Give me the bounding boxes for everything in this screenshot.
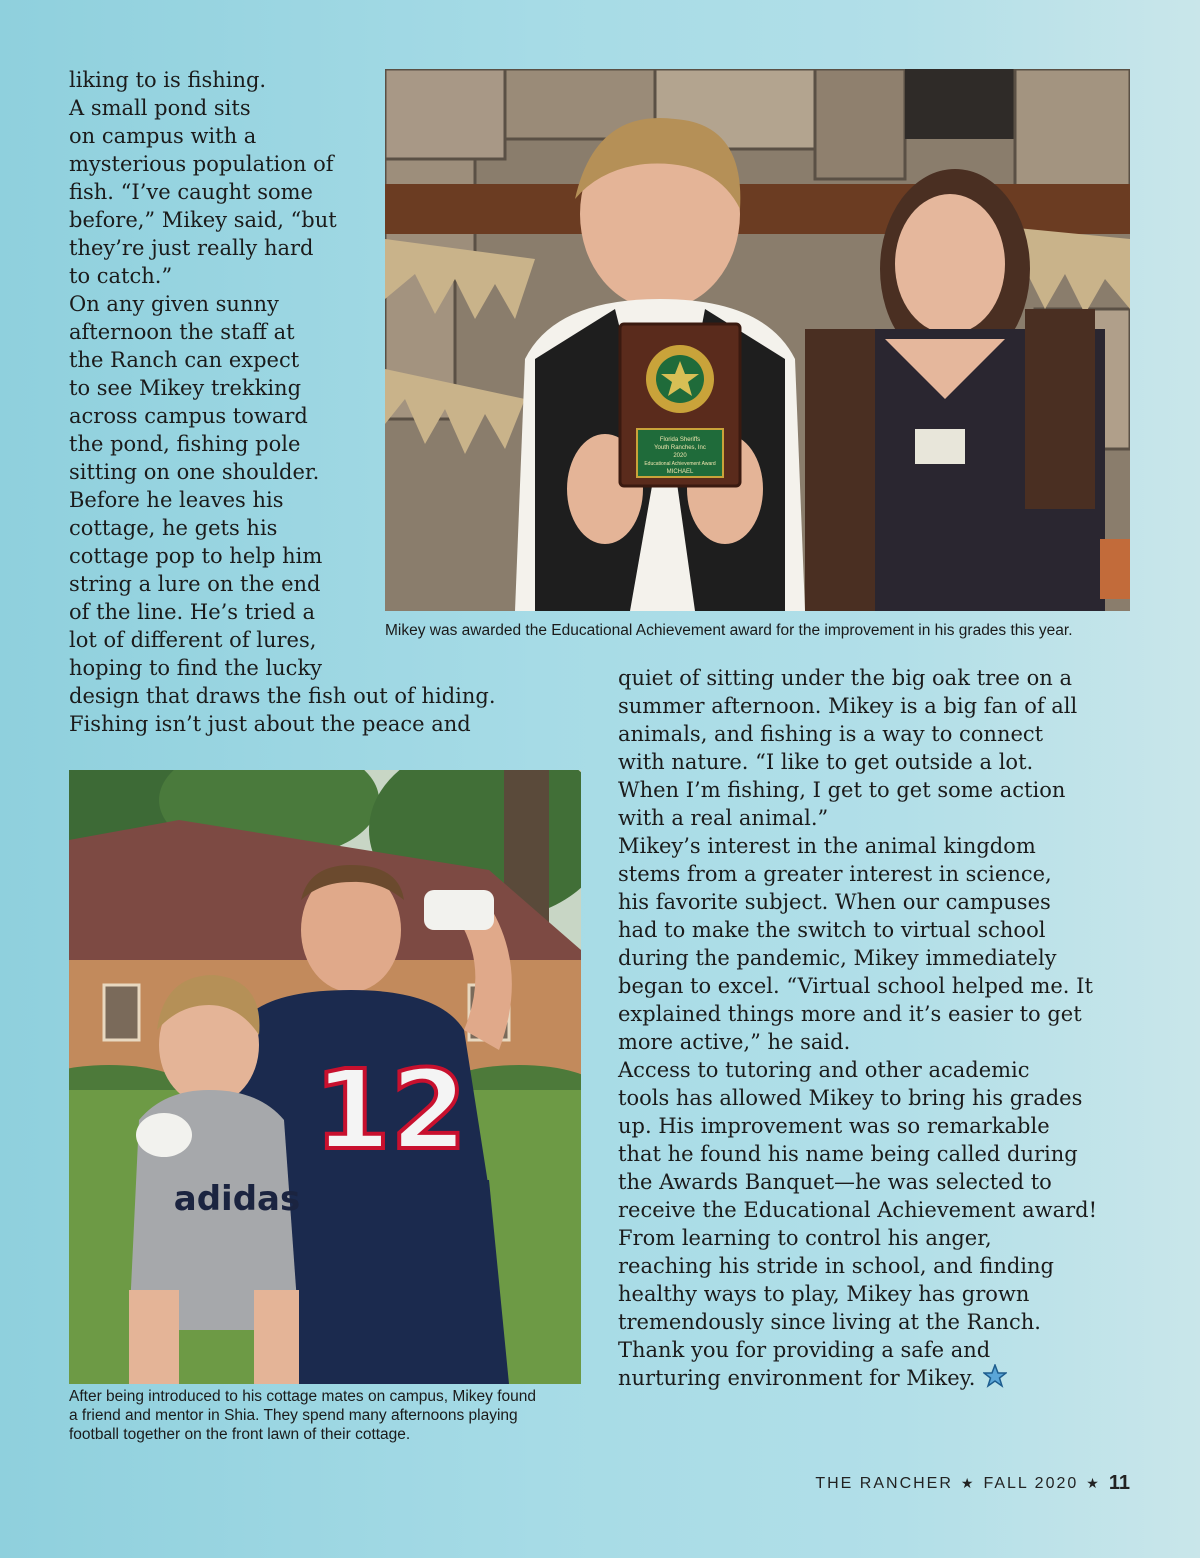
footer-star-icon: ★ (960, 1475, 976, 1491)
plaque-line-1: Florida Sheriffs (659, 437, 701, 443)
page-footer (815, 1472, 1130, 1495)
end-star-icon (983, 1364, 1007, 1395)
award-photo (385, 69, 1130, 611)
friends-photo-caption: After being introduced to his cottage mates on campus, Mikey found a friend and mentor in Shia. They spend many afternoons playing football together on the front lawn of their cottage. (69, 1388, 536, 1443)
plaque-line-5: MICHAEL (666, 469, 694, 475)
friends-photo-image (69, 770, 581, 1384)
friends-photo (69, 770, 581, 1384)
issue-name: FALL 2020 (983, 1474, 1079, 1492)
publication-name: THE RANCHER (815, 1474, 953, 1492)
award-photo-image (385, 69, 1130, 611)
footer-star-icon: ★ (1086, 1475, 1101, 1491)
plaque-line-2: Youth Ranches, Inc (654, 445, 706, 451)
page-number: 11 (1108, 1472, 1130, 1494)
jersey-number: 12 (314, 1046, 468, 1174)
column-1-text: liking to is fishing. A small pond sits on campus with a mysterious population of fish. “I’ve caught some before,” Mikey said, “but they’re just really hard to catch.” On any given sunny afternoon the staff at the Ranch can expect to see Mikey trekking across campus toward the pond, fishing pole sitting on one shoulder. Before he leaves his cottage, he gets his cottage pop to help him string a lure on the end of the line. He’s tried a lot of different of lures, hoping to find the lucky design that draws the fish out of hiding. Fishing isn’t just about the peace and (69, 68, 496, 736)
plaque-line-4: Educational Achievement Award (644, 461, 716, 467)
column-2-body: quiet of sitting under the big oak tree on a summer afternoon. Mikey is a big fan of all animals, and fishing is a way to connect with nature. “I like to get outside a lot. When I’m fishing, I get to get some action with a real animal.” Mikey’s interest in the animal kingdom stems from a greater interest in science, his favorite subject. When our campuses had to make the switch to virtual school during the pandemic, Mikey immediately began to excel. “Virtual school helped me. It explained things more and it’s easier to get more active,” he said. Access to tutoring and other academic tools has allowed Mikey to bring his grades up. His improvement was so remarkable that he found his name being called during the Awards Banquet—he was selected to receive the Educational Achievement award! From learning to control his anger, reaching his stride in school, and finding healthy ways to play, Mikey has grown tremendously since living at the Ranch. Thank you for providing a safe and nurturing environment for Mikey. (618, 666, 1098, 1390)
plaque-line-3: 2020 (673, 453, 687, 459)
award-photo-caption: Mikey was awarded the Educational Achievement award for the improvement in his grades this year. (385, 622, 1073, 639)
column-2-text (618, 664, 1158, 1395)
shirt-text: adidas (173, 1179, 301, 1219)
